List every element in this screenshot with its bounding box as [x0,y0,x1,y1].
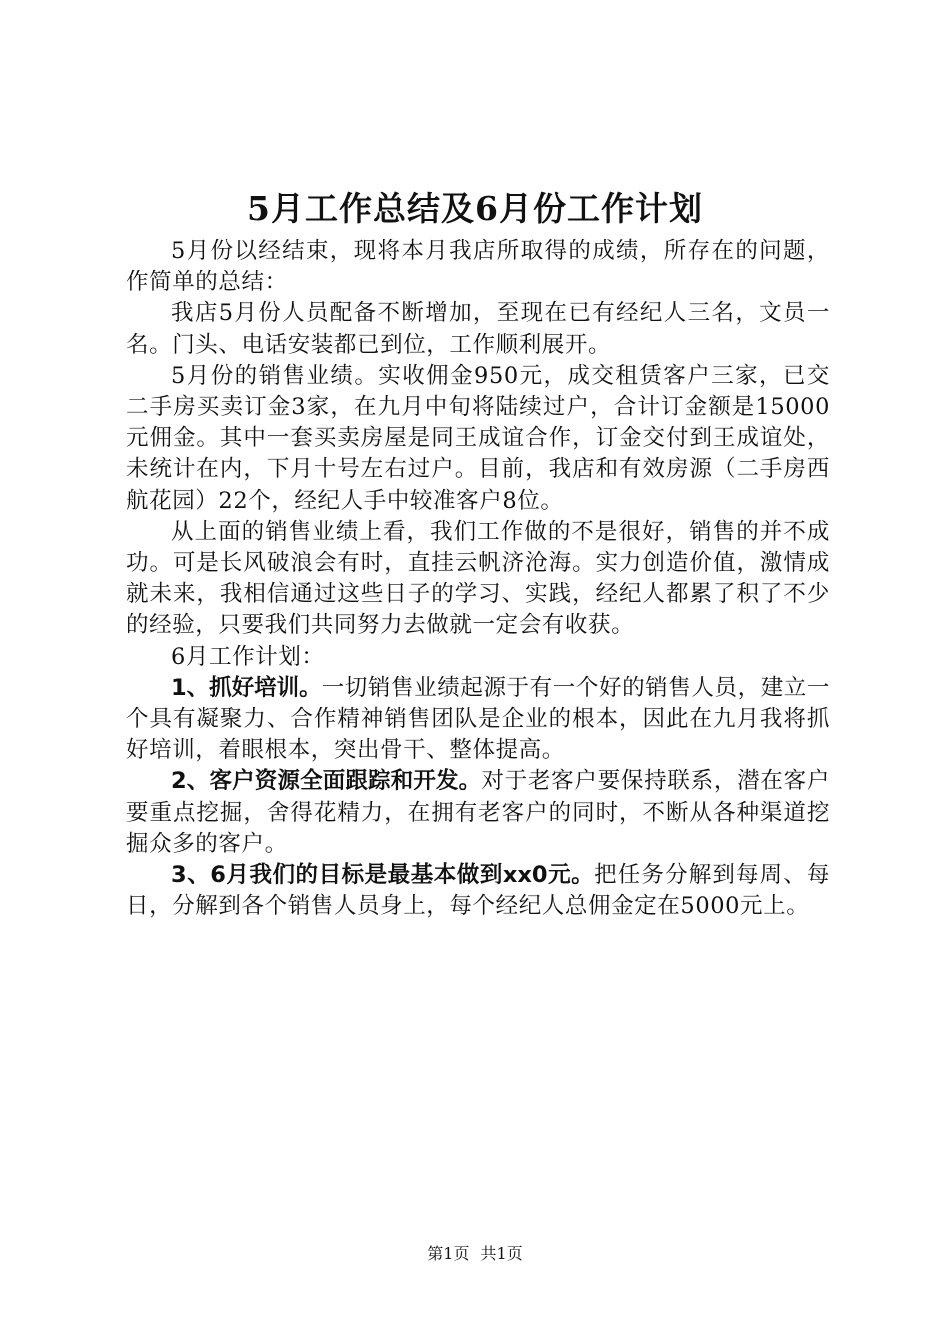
document-body [126,236,830,922]
page-number: 第1页 [427,1244,470,1263]
plan-item-text: 对于老客户要保持联系，潜在客户要重点挖掘，舍得花精力，在拥有老客户的同时，不断从各种渠道挖掘众多的客户。 [126,768,830,857]
plan-item-customers [126,766,830,860]
plan-item-lead: 2、客户资源全面跟踪和开发。 [171,768,482,795]
page-footer [0,1244,950,1264]
plan-item-target [126,860,830,922]
plan-item-text: 一切销售业绩起源于有一个好的销售人员，建立一个具有凝聚力、合作精神销售团队是企业的根本，因此在九月我将抓好培训，着眼根本，突出骨干、整体提高。 [126,674,831,764]
document-title: 5月工作总结及6月份工作计划 [247,189,703,228]
paragraph-reflection: 从上面的销售业绩上看，我们工作做的不是很好，销售的并不成功。可是长风破浪会有时，直挂云帆济沧海。实力创造价值，激情成就未来，我相信通过这些日子的学习、实践，经纪人都累了积了不少的经验，只要我们共同努力去做就一定会有收获。 [126,518,830,639]
paragraph-sales-performance: 5月份的销售业绩。实收佣金950元，成交租赁客户三家，已交二手房买卖订金3家，在九月中旬将陆续过户，合计订金额是15000元佣金。其中一套买卖房屋是同王成谊合作，订金交付到王成谊处，未统计在内，下月十号左右过户。目前，我店和有效房源（二手房西航花园）22个，经纪人手中较准客户8位。 [126,362,830,514]
paragraph-plan-heading: 6月工作计划： [171,643,325,670]
plan-item-lead: 3、6月我们的目标是最基本做到xx0元。 [171,862,595,889]
plan-item-text: 把任务分解到每周、每日，分解到各个销售人员身上，每个经纪人总佣金定在5000元上。 [126,862,830,920]
plan-item-training [126,673,830,767]
plan-item-lead: 1、抓好培训。 [171,674,322,701]
page-total: 共1页 [480,1244,523,1263]
paragraph-staffing: 我店5月份人员配备不断增加，至现在已有经纪人三名，文员一名。门头、电话安装都已到位，工作顺利展开。 [126,300,830,358]
paragraph-intro: 5月份以经结束，现将本月我店所取得的成绩，所存在的问题，作简单的总结： [126,238,830,296]
